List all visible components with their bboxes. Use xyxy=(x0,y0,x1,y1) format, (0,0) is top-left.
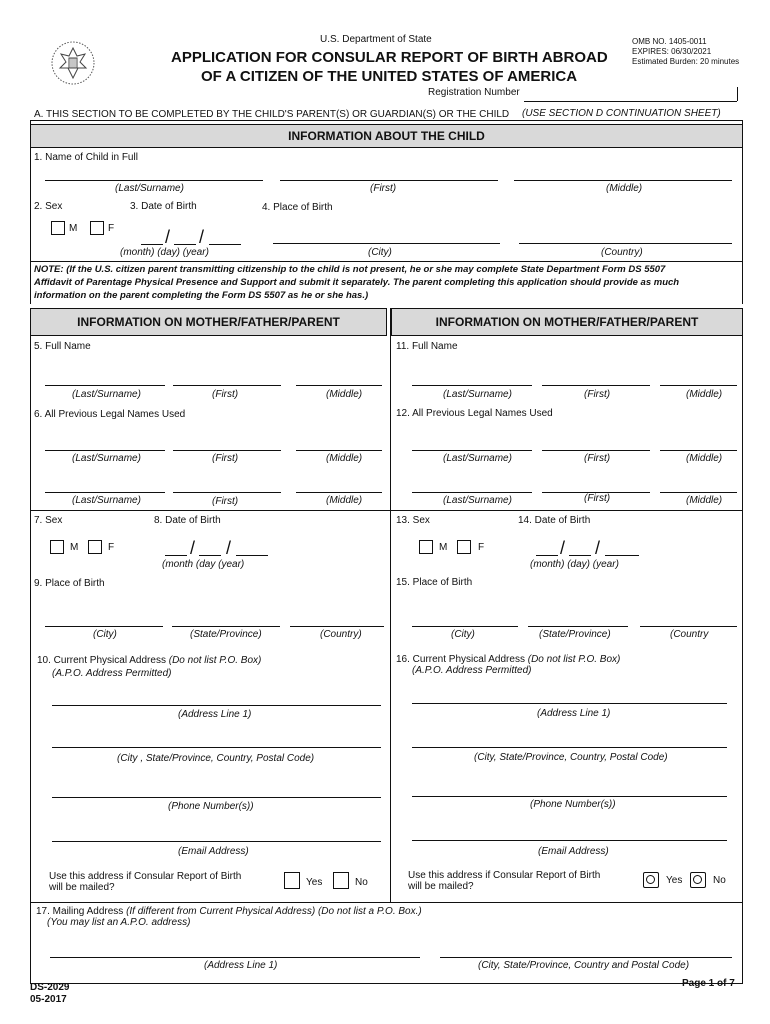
left-phone-label: (Phone Number(s)) xyxy=(168,801,254,812)
left-mail-question-line1: Use this address if Consular Report of Birth xyxy=(49,871,242,882)
left-prev2-last-label: (Last/Surname) xyxy=(72,495,141,506)
right-mail-no-radio[interactable] xyxy=(690,872,706,888)
right-pob-country-field[interactable] xyxy=(640,626,737,627)
right-dob-year-field[interactable] xyxy=(605,555,639,556)
child-middle-label: (Middle) xyxy=(606,183,643,194)
right-prev1-last-label: (Last/Surname) xyxy=(443,453,512,464)
q7-sex-label: 7. Sex xyxy=(34,515,63,526)
left-pob-country-field[interactable] xyxy=(290,626,384,627)
child-pob-country-field[interactable] xyxy=(519,243,732,244)
right-prev2-last-field[interactable] xyxy=(412,492,532,493)
right-middle-name-field[interactable] xyxy=(660,385,737,386)
left-mail-yes-label: Yes xyxy=(306,877,323,888)
right-prev1-first-label: (First) xyxy=(584,453,611,464)
child-pob-city-field[interactable] xyxy=(273,243,500,244)
child-sex-f-label: F xyxy=(108,223,115,234)
right-prev1-middle-label: (Middle) xyxy=(686,453,723,464)
left-state-label: (State/Province) xyxy=(190,629,262,640)
q9-pob-label: 9. Place of Birth xyxy=(34,578,105,589)
left-prev2-last-field[interactable] xyxy=(45,492,165,493)
left-pob-state-field[interactable] xyxy=(172,626,280,627)
q2-child-sex-label: 2. Sex xyxy=(34,201,63,212)
child-section-header: INFORMATION ABOUT THE CHILD xyxy=(30,124,743,148)
right-apo-note: (A.P.O. Address Permitted) xyxy=(412,665,532,676)
note-line3: information on the parent completing the Form DS 5507 as he or she has.) xyxy=(34,290,369,301)
right-dob-month-field[interactable] xyxy=(536,555,558,556)
q8-dob-label: 8. Date of Birth xyxy=(154,515,221,526)
q14-dob-label: 14. Date of Birth xyxy=(518,515,591,526)
q6-previous-names-label: 6. All Previous Legal Names Used xyxy=(34,409,186,420)
left-last-name-field[interactable] xyxy=(45,385,165,386)
child-dob-sublabels: (month) (day) (year) xyxy=(120,247,209,258)
estimated-burden: Estimated Burden: 20 minutes xyxy=(632,57,740,66)
right-address-city-field[interactable] xyxy=(412,747,727,748)
left-mail-yes-checkbox[interactable] xyxy=(284,872,300,889)
left-prev1-middle-field[interactable] xyxy=(296,450,382,451)
mailing-city-label: (City, State/Province, Country and Postal Code) xyxy=(478,960,690,971)
right-country-label: (Country xyxy=(670,629,709,640)
registration-number-label: Registration Number xyxy=(428,87,520,98)
left-parent-header: INFORMATION ON MOTHER/FATHER/PARENT xyxy=(30,308,387,336)
q3-child-dob-label: 3. Date of Birth xyxy=(130,201,197,212)
right-email-label: (Email Address) xyxy=(538,846,609,857)
agency-name: U.S. Department of State xyxy=(320,34,432,45)
date-separator: / xyxy=(199,227,205,247)
left-prev2-middle-label: (Middle) xyxy=(326,495,363,506)
left-address-line1-label: (Address Line 1) xyxy=(178,709,252,720)
right-email-field[interactable] xyxy=(412,840,727,841)
left-prev1-last-label: (Last/Surname) xyxy=(72,453,141,464)
child-middle-name-field[interactable] xyxy=(514,180,732,181)
q4-child-pob-label: 4. Place of Birth xyxy=(262,202,333,213)
column-divider xyxy=(390,308,391,902)
left-prev2-first-field[interactable] xyxy=(173,492,281,493)
child-first-name-field[interactable] xyxy=(280,180,498,181)
expiration-date: EXPIRES: 06/30/2021 xyxy=(632,47,712,56)
left-sex-f-label: F xyxy=(108,542,115,553)
q13-sex-label: 13. Sex xyxy=(396,515,430,526)
right-sex-m-label: M xyxy=(439,542,448,553)
mailing-apo-note: (You may list an A.P.O. address) xyxy=(47,917,191,928)
left-city-label: (City) xyxy=(93,629,117,640)
right-pob-state-field[interactable] xyxy=(528,626,628,627)
child-sex-m-checkbox[interactable] xyxy=(51,221,65,235)
q1-child-name-label: 1. Name of Child in Full xyxy=(34,152,138,163)
child-first-label: (First) xyxy=(370,183,397,194)
right-sex-f-label: F xyxy=(478,542,485,553)
right-prev2-middle-label: (Middle) xyxy=(686,495,723,506)
left-prev1-first-field[interactable] xyxy=(173,450,281,451)
child-dob-day-field[interactable] xyxy=(174,244,196,245)
registration-number-field[interactable] xyxy=(524,101,737,102)
left-dob-sublabels: (month (day (year) xyxy=(162,559,245,570)
right-mail-question-line2: will be mailed? xyxy=(408,881,474,892)
date-separator: / xyxy=(226,538,232,558)
date-separator: / xyxy=(560,538,566,558)
left-mail-no-label: No xyxy=(355,877,368,888)
right-city-label: (City) xyxy=(451,629,475,640)
left-dob-year-field[interactable] xyxy=(236,555,268,556)
right-dob-day-field[interactable] xyxy=(569,555,591,556)
child-city-label: (City) xyxy=(368,247,392,258)
q15-pob-label: 15. Place of Birth xyxy=(396,577,473,588)
q5-full-name-label: 5. Full Name xyxy=(34,341,91,352)
q10-address-label: 10. Current Physical Address (Do not list P.O. Box) xyxy=(37,655,262,666)
right-prev1-middle-field[interactable] xyxy=(660,450,737,451)
right-mail-no-label: No xyxy=(713,875,726,886)
left-first-label: (First) xyxy=(212,389,239,400)
right-sex-m-checkbox[interactable] xyxy=(419,540,433,554)
right-mail-yes-label: Yes xyxy=(666,875,683,886)
right-prev2-last-label: (Last/Surname) xyxy=(443,495,512,506)
child-sex-f-checkbox[interactable] xyxy=(90,221,104,235)
child-country-label: (Country) xyxy=(601,247,643,258)
child-dob-year-field[interactable] xyxy=(209,244,241,245)
q11-full-name-label: 11. Full Name xyxy=(396,341,458,352)
great-seal-icon xyxy=(50,40,96,86)
left-middle-label: (Middle) xyxy=(326,389,363,400)
q17-mailing-address-label: 17. Mailing Address (If different from Current Physical Address) (Do not list a P.O. Box.) xyxy=(36,906,422,917)
right-pob-city-field[interactable] xyxy=(412,626,518,627)
note-line1: NOTE: (If the U.S. citizen parent transmitting citizenship to the child is not present, he or she may complete State Department Form DS 5507 xyxy=(34,264,666,275)
left-middle-name-field[interactable] xyxy=(296,385,382,386)
left-email-field[interactable] xyxy=(52,841,381,842)
date-separator: / xyxy=(190,538,196,558)
left-apo-note: (A.P.O. Address Permitted) xyxy=(52,668,172,679)
left-mail-no-checkbox[interactable] xyxy=(333,872,349,889)
right-mail-yes-radio[interactable] xyxy=(643,872,659,888)
left-last-label: (Last/Surname) xyxy=(72,389,141,400)
left-sex-m-label: M xyxy=(70,542,79,553)
form-number: DS-2029 xyxy=(30,982,70,993)
left-email-label: (Email Address) xyxy=(178,846,249,857)
left-prev2-first-label: (First) xyxy=(212,496,239,507)
right-middle-label: (Middle) xyxy=(686,389,723,400)
mailing-address-line1-label: (Address Line 1) xyxy=(204,960,278,971)
right-last-label: (Last/Surname) xyxy=(443,389,512,400)
left-address-line1-field[interactable] xyxy=(52,705,381,706)
left-dob-day-field[interactable] xyxy=(199,555,221,556)
right-phone-label: (Phone Number(s)) xyxy=(530,799,616,810)
date-separator: / xyxy=(595,538,601,558)
q12-previous-names-label: 12. All Previous Legal Names Used xyxy=(396,408,553,419)
date-separator: / xyxy=(165,227,171,247)
right-address-line1-field[interactable] xyxy=(412,703,727,704)
left-country-label: (Country) xyxy=(320,629,362,640)
right-first-label: (First) xyxy=(584,389,611,400)
left-address-city-label: (City , State/Province, Country, Postal Code) xyxy=(117,753,315,764)
child-last-name-field[interactable] xyxy=(45,180,263,181)
right-address-city-label: (City, State/Province, Country, Postal Code) xyxy=(474,752,668,763)
right-prev2-middle-field[interactable] xyxy=(660,492,737,493)
right-parent-header: INFORMATION ON MOTHER/FATHER/PARENT xyxy=(391,308,743,336)
q16-address-label: 16. Current Physical Address (Do not list P.O. Box) xyxy=(396,654,621,665)
left-prev1-first-label: (First) xyxy=(212,453,239,464)
left-prev2-middle-field[interactable] xyxy=(296,492,382,493)
right-prev1-last-field[interactable] xyxy=(412,450,532,451)
child-last-label: (Last/Surname) xyxy=(115,183,184,194)
right-address-line1-label: (Address Line 1) xyxy=(537,708,611,719)
right-last-name-field[interactable] xyxy=(412,385,532,386)
section-a-instruction: A. THIS SECTION TO BE COMPLETED BY THE CHILD'S PARENT(S) OR GUARDIAN(S) OR THE CHILD xyxy=(34,109,510,120)
left-sex-m-checkbox[interactable] xyxy=(50,540,64,554)
right-prev1-first-field[interactable] xyxy=(542,450,650,451)
left-prev1-last-field[interactable] xyxy=(45,450,165,451)
left-prev1-middle-label: (Middle) xyxy=(326,453,363,464)
form-title-line2: OF A CITIZEN OF THE UNITED STATES OF AMERICA xyxy=(201,68,578,85)
right-sex-f-checkbox[interactable] xyxy=(457,540,471,554)
right-phone-field[interactable] xyxy=(412,796,727,797)
child-dob-month-field[interactable] xyxy=(141,244,163,245)
left-mail-question-line2: will be mailed? xyxy=(49,882,115,893)
note-line2: Affidavit of Parentage Physical Presence and Support and submit it separately. The parent completing this application should provide as much xyxy=(34,277,680,288)
left-phone-field[interactable] xyxy=(52,797,381,798)
right-mail-question-line1: Use this address if Consular Report of Birth xyxy=(408,870,601,881)
left-dob-month-field[interactable] xyxy=(165,555,187,556)
section-a-continuation: (USE SECTION D CONTINUATION SHEET) xyxy=(522,108,721,119)
omb-number: OMB NO. 1405-0011 xyxy=(632,37,707,46)
right-prev2-first-label: (First) xyxy=(584,493,611,504)
left-pob-city-field[interactable] xyxy=(45,626,163,627)
child-sex-m-label: M xyxy=(69,223,78,234)
right-state-label: (State/Province) xyxy=(539,629,611,640)
right-dob-sublabels: (month) (day) (year) xyxy=(530,559,619,570)
left-sex-f-checkbox[interactable] xyxy=(88,540,102,554)
mailing-address-line1-field[interactable] xyxy=(50,957,420,958)
right-first-name-field[interactable] xyxy=(542,385,650,386)
left-first-name-field[interactable] xyxy=(173,385,281,386)
form-date: 05-2017 xyxy=(30,994,67,1005)
form-title-line1: APPLICATION FOR CONSULAR REPORT OF BIRTH ABROAD xyxy=(171,49,608,66)
left-address-city-field[interactable] xyxy=(52,747,381,748)
page-number: Page 1 of 7 xyxy=(682,978,735,989)
mailing-city-field[interactable] xyxy=(440,957,732,958)
